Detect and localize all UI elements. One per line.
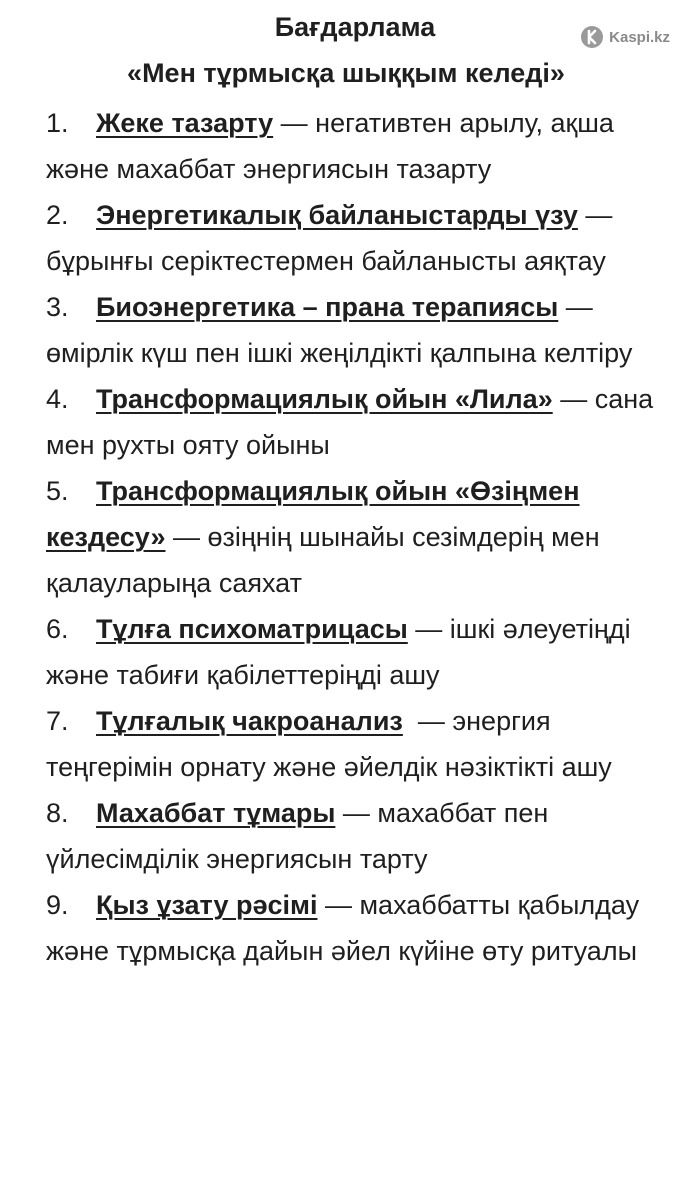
list-item-9 [46,882,656,974]
list-item-7 [46,698,656,790]
item-term: Махаббат тұмары [96,798,336,828]
item-term: Биоэнергетика – прана терапиясы [96,292,559,322]
list-item-8 [46,790,656,882]
item-number: 7. [46,706,69,736]
item-number: 5. [46,476,69,506]
item-number: 4. [46,384,69,414]
item-description: — негативтен арылу, ақша және махаббат энергиясын тазарту [46,108,614,184]
watermark-text: Kaspi.kz [609,28,670,46]
item-number: 2. [46,200,69,230]
item-description: — ішкі әлеуетіңді және табиғи қабілеттеріңді ашу [46,614,631,690]
list-item-6 [46,606,656,698]
item-description: — энергия теңгерімін орнату және әйелдік нәзіктікті ашу [46,706,612,782]
item-number: 1. [46,108,69,138]
item-description: — махаббат пен үйлесімділік энергиясын тарту [46,798,549,874]
program-list [46,100,656,974]
item-term: Жеке тазарту [96,108,274,138]
list-item-4 [46,376,656,468]
list-item-5 [46,468,656,606]
item-number: 9. [46,890,69,920]
item-number: 8. [46,798,69,828]
item-description: — өзіңнің шынайы сезімдерің мен қалауларыңа саяхат [46,522,600,598]
item-term: Тұлға психоматрицасы [96,614,408,644]
item-term: Трансформациялық ойын «Лила» [96,384,553,414]
item-number: 3. [46,292,69,322]
program-subtitle: «Мен тұрмысқа шыққым келеді» [127,58,565,88]
item-term: Энергетикалық байланыстарды үзу [96,200,578,230]
list-item-2 [46,192,656,284]
item-description: — бұрынғы серіктестермен байланысты аяқтау [46,200,613,276]
item-term: Трансформациялық ойын «Өзіңмен кездесу» [46,476,580,552]
list-item-1 [46,100,656,192]
item-description: — сана мен рухты ояту ойыны [46,384,654,460]
item-number: 6. [46,614,69,644]
list-item-3 [46,284,656,376]
program-title: Бағдарлама [274,12,436,42]
item-description: — өмірлік күш пен ішкі жеңілдікті қалпына келтіру [46,292,633,368]
item-term: Қыз ұзату рәсімі [96,890,318,920]
item-description: — махаббатты қабылдау және тұрмысқа дайын әйел күйіне өту ритуалы [46,890,640,966]
item-term: Тұлғалық чакроанализ [96,706,403,736]
